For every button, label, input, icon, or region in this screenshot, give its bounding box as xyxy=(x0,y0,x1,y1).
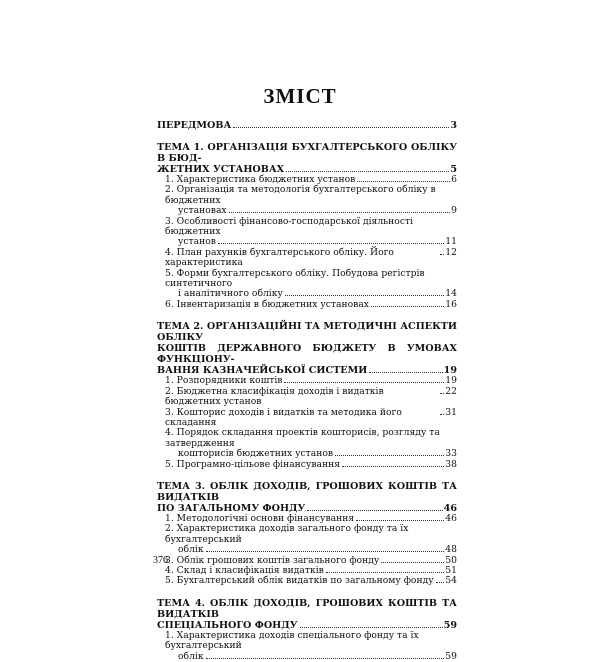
toc-page-number: 48 xyxy=(445,544,457,556)
toc-entry-line: ТЕМА 1. ОРГАНІЗАЦІЯ БУХГАЛТЕРСЬКОГО ОБЛІКУ В БЮД- xyxy=(157,142,457,164)
toc-entry-row xyxy=(165,460,457,470)
toc-entry-text: кошторисів бюджетних установ xyxy=(178,448,334,460)
toc-subitem[interactable] xyxy=(157,185,457,216)
toc-subitem[interactable] xyxy=(157,217,457,248)
toc-entry-text: ЖЕТНИХ УСТАНОВАХ xyxy=(157,164,285,175)
toc-page-number: 33 xyxy=(445,448,457,460)
toc-entry-text: установ xyxy=(178,236,216,248)
toc-page-number: 46 xyxy=(443,502,457,514)
dot-leader xyxy=(206,551,445,552)
toc-entry-line: 4. Порядок складання проектів кошторисів, розгляду та затвердження xyxy=(165,427,440,449)
toc-entry-text: 5. Програмно-цільове фінансування xyxy=(165,458,341,470)
dot-leader xyxy=(286,171,449,172)
toc-subitem[interactable] xyxy=(157,408,457,429)
toc-topic[interactable] xyxy=(157,142,457,175)
toc-page-number: 9 xyxy=(451,205,457,217)
toc-entry-line: 1. Характеристика доходів спеціального фонду та їх бухгалтерський xyxy=(165,629,419,652)
dot-leader xyxy=(371,306,444,307)
page-number: 376 xyxy=(153,555,168,566)
dot-leader xyxy=(335,455,444,456)
dot-leader xyxy=(357,181,450,182)
toc-page-number: 3 xyxy=(450,120,457,131)
toc-page-number: 11 xyxy=(445,236,457,248)
dot-leader xyxy=(342,466,444,467)
toc-entry-row xyxy=(165,652,457,662)
dot-leader xyxy=(284,382,444,383)
toc-topic[interactable] xyxy=(157,321,457,376)
toc-page-number: 22 xyxy=(445,385,457,397)
toc-page-number: 12 xyxy=(445,246,457,258)
toc-entry-text: ПО ЗАГАЛЬНОМУ ФОНДУ xyxy=(157,502,306,514)
toc-entry-text: установах xyxy=(178,205,227,217)
toc-subitem[interactable] xyxy=(157,631,457,662)
toc-page-number: 38 xyxy=(445,458,457,470)
dot-leader xyxy=(356,520,444,521)
toc-subitem[interactable] xyxy=(157,300,457,310)
toc-subitem[interactable] xyxy=(157,387,457,408)
toc-entry-row xyxy=(165,576,457,586)
dot-leader xyxy=(381,562,444,563)
toc-page-number: 5 xyxy=(450,164,457,175)
table-of-contents xyxy=(157,120,457,662)
toc-entry-preface[interactable] xyxy=(157,120,457,131)
toc-page-number: 19 xyxy=(445,375,457,387)
toc-entry-line: ТЕМА 3. ОБЛІК ДОХОДІВ, ГРОШОВИХ КОШТІВ ТА ВИДАТКІВ xyxy=(157,480,457,503)
toc-subitem[interactable] xyxy=(157,428,457,459)
toc-page-number: 54 xyxy=(445,575,457,587)
dot-leader xyxy=(300,627,443,628)
toc-topic[interactable] xyxy=(157,481,457,514)
page-title: ЗМІСТ xyxy=(263,84,337,108)
toc-entry-row xyxy=(165,408,457,429)
dot-leader xyxy=(326,572,444,573)
toc-entry-row xyxy=(165,248,457,269)
toc-subitem[interactable] xyxy=(157,524,457,555)
toc-entry-row xyxy=(165,545,457,555)
toc-page-number: 59 xyxy=(443,619,457,631)
dot-leader xyxy=(218,243,444,244)
toc-entry-line: 5. Форми бухгалтерського обліку. Побудова регістрів синтетичного xyxy=(165,267,425,290)
toc-entry-text: ПЕРЕДМОВА xyxy=(157,120,232,131)
dot-leader xyxy=(285,295,444,296)
toc-entry-row xyxy=(165,387,457,408)
dot-leader xyxy=(440,414,444,415)
toc-entry-text: 5. Бухгалтерський облік видатків по загальному фонду xyxy=(165,575,434,587)
toc-entry-text: 4. Склад і класифікація видатків xyxy=(165,564,324,576)
toc-page-number: 51 xyxy=(445,564,457,576)
toc-entry-text: 3. Кошторис доходів і видатків та методика його складання xyxy=(165,406,402,428)
toc-page-number: 46 xyxy=(445,512,457,524)
toc-subitem[interactable] xyxy=(157,248,457,269)
toc-page-number: 16 xyxy=(445,298,457,310)
dot-leader xyxy=(440,254,444,255)
toc-entry-text: і аналітичного обліку xyxy=(178,288,283,300)
toc-entry-row xyxy=(165,300,457,310)
toc-topics xyxy=(157,142,457,662)
toc-topic[interactable] xyxy=(157,598,457,631)
toc-subitem[interactable] xyxy=(157,460,457,470)
dot-leader xyxy=(233,127,449,128)
toc-entry-line: 2. Організація та методологія бухгалтерського обліку в бюджетних xyxy=(165,184,436,206)
toc-entry-text: 3. Облік грошових коштів загального фонду xyxy=(165,554,380,566)
toc-page-number: 59 xyxy=(445,650,457,662)
toc-entry-line: КОШТІВ ДЕРЖАВНОГО БЮДЖЕТУ В УМОВАХ ФУНКЦІОНУ- xyxy=(157,343,457,366)
toc-entry-text: 1. Розпорядники коштів xyxy=(165,375,283,387)
dot-leader xyxy=(307,510,442,511)
dot-leader xyxy=(440,393,444,394)
toc-entry-text: ВАННЯ КАЗНАЧЕЙСЬКОЇ СИСТЕМИ xyxy=(157,365,368,377)
toc-subitem[interactable] xyxy=(157,269,457,300)
toc-subitem[interactable] xyxy=(157,576,457,586)
toc-entry-row xyxy=(157,620,457,631)
toc-entry-row xyxy=(165,449,457,459)
toc-page-number: 14 xyxy=(445,288,457,300)
toc-entry-text: 1. Методологічні основи фінансування xyxy=(165,512,355,524)
dot-leader xyxy=(229,212,451,213)
toc-page-number: 19 xyxy=(443,365,457,377)
dot-leader xyxy=(369,372,442,373)
dot-leader xyxy=(436,582,445,583)
toc-entry-text: СПЕЦІАЛЬНОГО ФОНДУ xyxy=(157,619,298,631)
toc-entry-line: 2. Характеристика доходів загального фонду та їх бухгалтерський xyxy=(165,523,409,545)
toc-entry-text: 6. Інвентаризація в бюджетних установах xyxy=(165,298,369,310)
toc-page-number: 50 xyxy=(445,554,457,566)
dot-leader xyxy=(206,658,445,659)
toc-entry-text: облік xyxy=(178,544,204,556)
toc-page-number: 6 xyxy=(451,174,457,185)
toc-page-number: 31 xyxy=(445,406,457,418)
toc-entry-line: ТЕМА 4. ОБЛІК ДОХОДІВ, ГРОШОВИХ КОШТІВ ТА ВИДАТКІВ xyxy=(157,597,457,620)
toc-entry-text: 2. Бюджетна класифікація доходів і видатків бюджетних установ xyxy=(165,385,384,408)
toc-entry-line: 3. Особливості фінансово-господарської діяльності бюджетних xyxy=(165,215,414,238)
toc-entry-text: 1. Характеристика бюджетних установ xyxy=(165,174,356,185)
toc-entry-line: ТЕМА 2. ОРГАНІЗАЦІЙНІ ТА МЕТОДИЧНІ АСПЕКТИ ОБЛІКУ xyxy=(157,321,457,344)
toc-entry-text: 4. План рахунків бухгалтерського обліку. Його характеристика xyxy=(165,246,394,269)
toc-entry-text: облік xyxy=(178,650,204,662)
